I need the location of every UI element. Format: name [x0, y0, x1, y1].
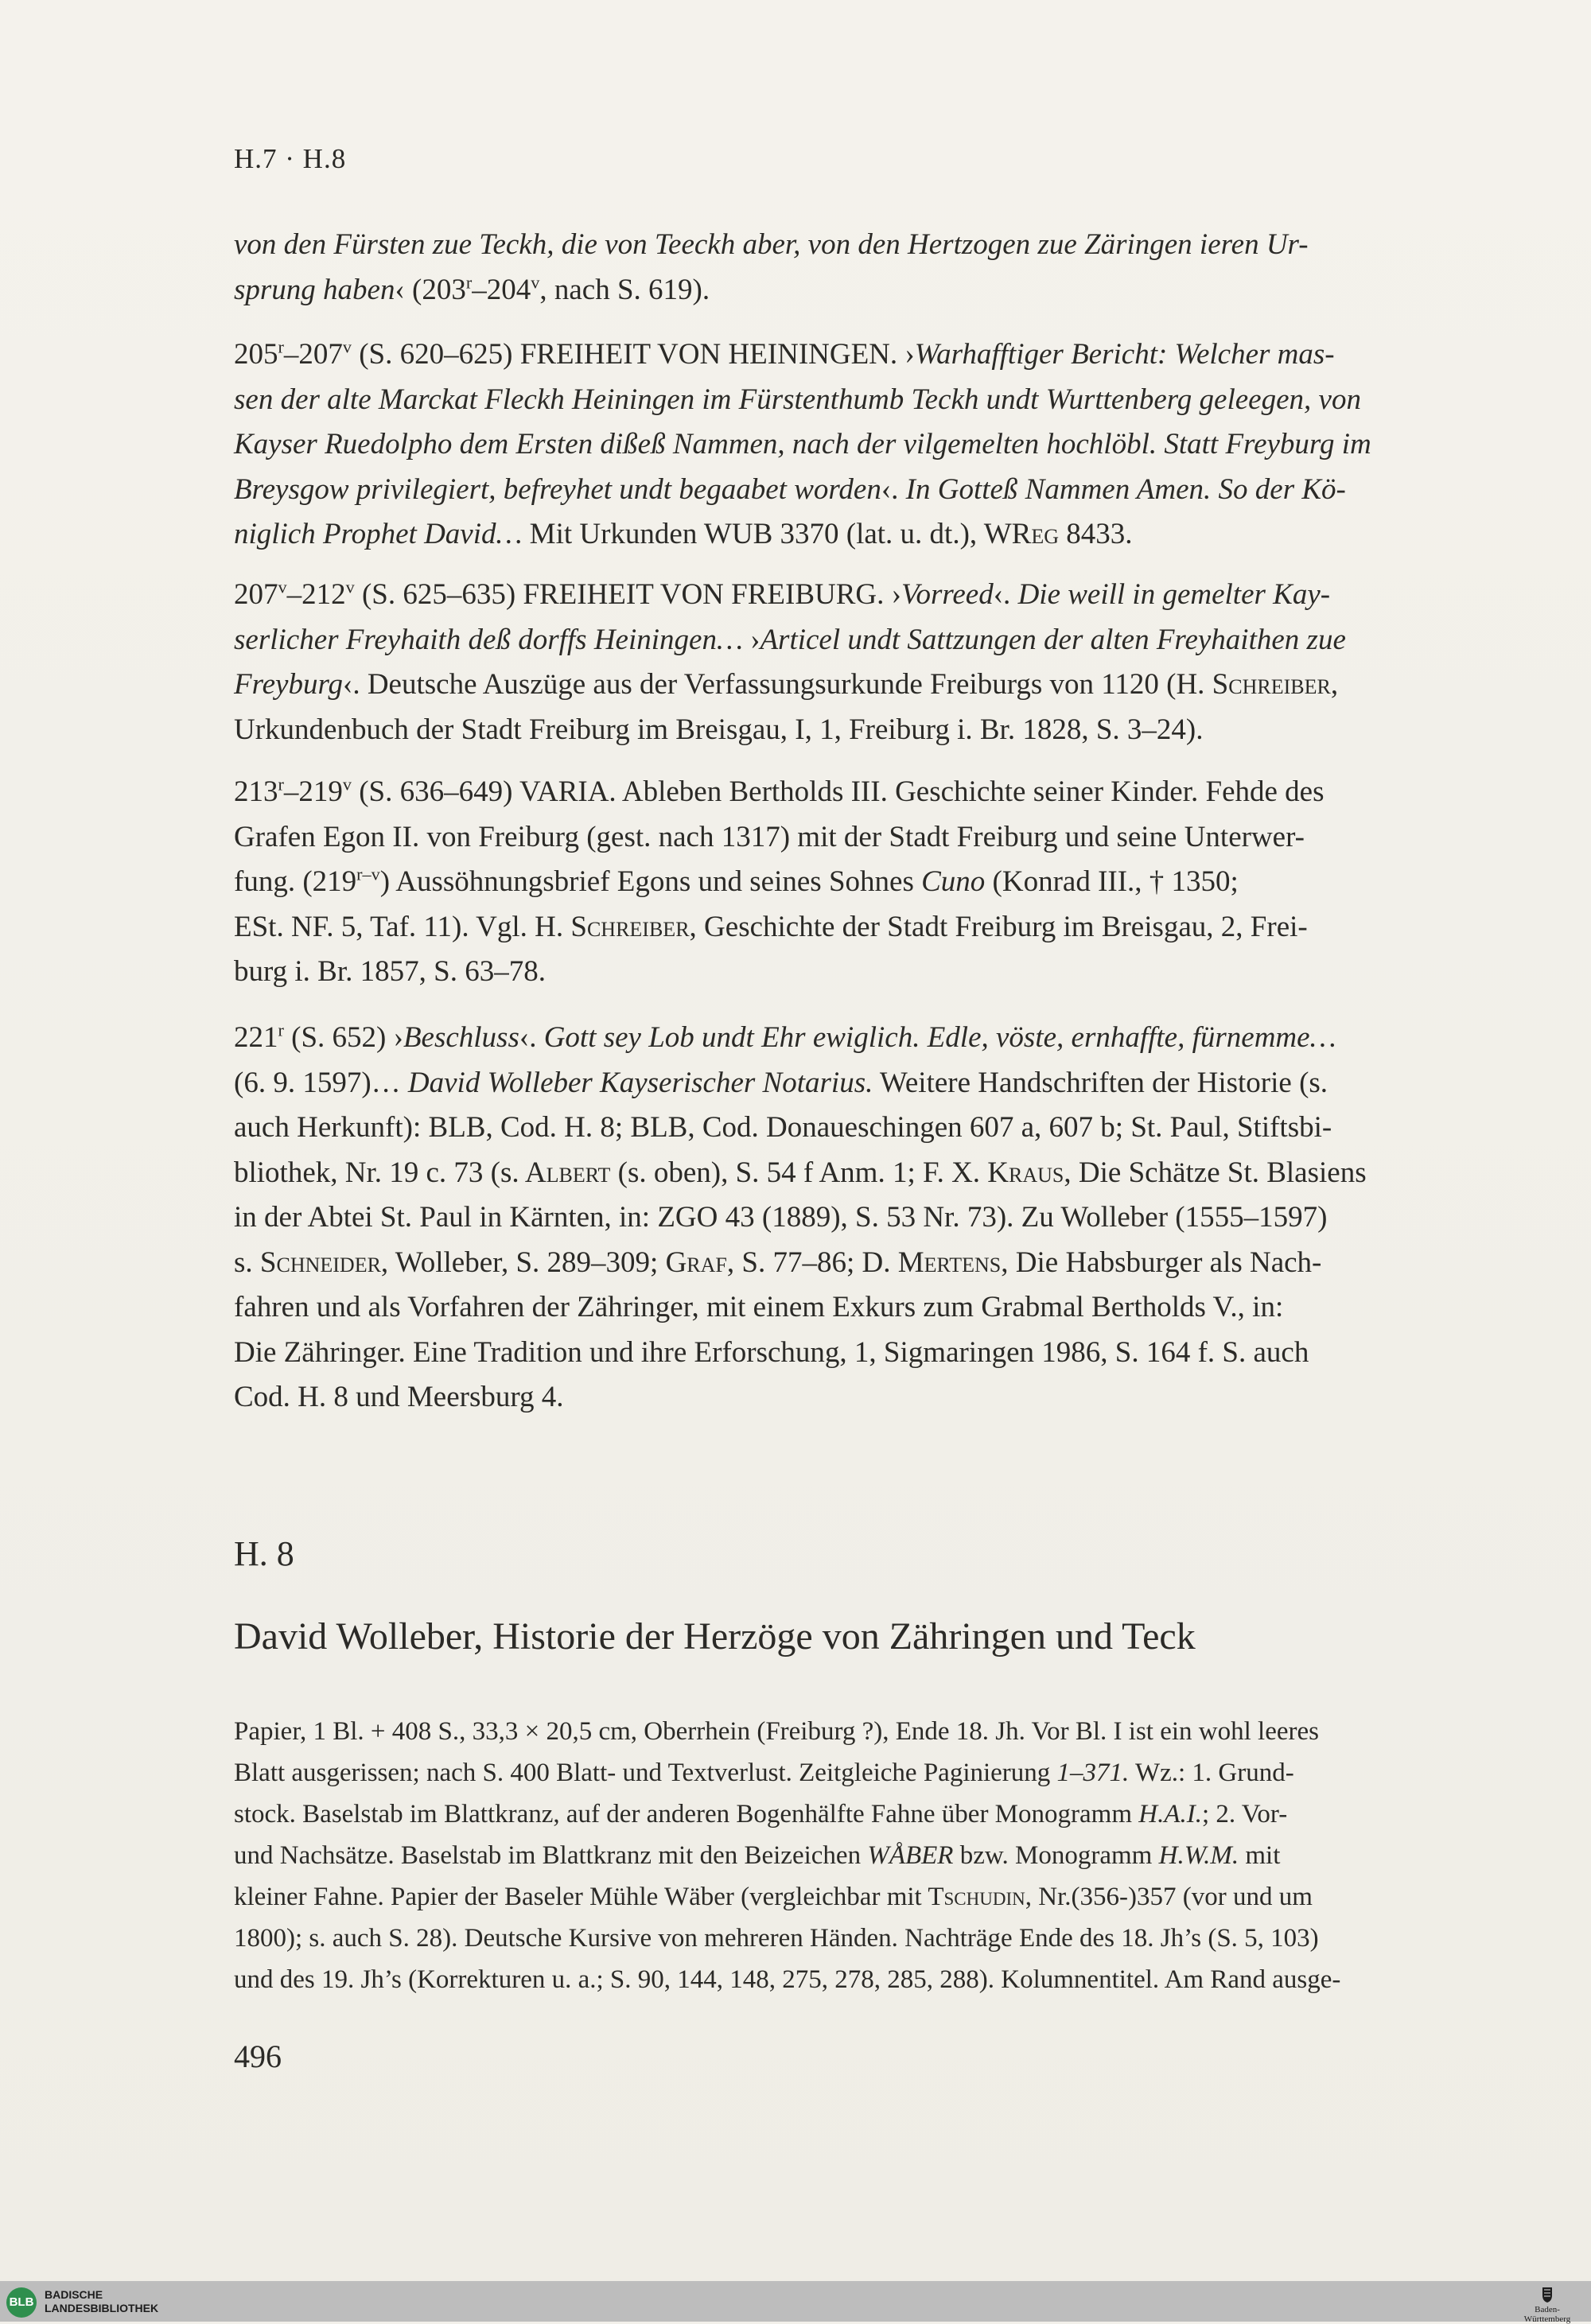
text-italic: Breysgow privilegiert, befreyhet undt begaabet worden [234, 472, 881, 506]
small-caps: chreiber [586, 910, 690, 943]
text: s. S [234, 1246, 277, 1279]
text: stock. Baselstab im Blattkranz, auf der anderen Bogenhälfte Fahne über Monogramm [234, 1800, 1139, 1828]
text-italic: WÅBER [867, 1841, 954, 1870]
text: ‹. [881, 472, 906, 506]
text: Wz.: 1. Grund- [1129, 1759, 1294, 1787]
text-italic: H.A.I. [1138, 1800, 1202, 1828]
superscript: r [278, 336, 284, 357]
superscript: r–v [356, 864, 380, 884]
text-italic: Gott sey Lob undt Ehr ewiglich. Edle, vöste, ernhaffte, fürnemme… [543, 1021, 1336, 1054]
superscript: v [342, 774, 352, 795]
text: , Die Schätze St. Blasiens [1064, 1156, 1367, 1189]
text: (S. 652) › [283, 1021, 403, 1054]
superscript: v [345, 577, 355, 597]
text: ‹. Deutsche Auszüge aus der Verfassungsurkunde Freiburgs von 1120 (H. S [343, 668, 1229, 701]
text: burg i. Br. 1857, S. 63–78. [234, 955, 546, 988]
text: fahren und als Vorfahren der Zähringer, mit einem Exkurs zum Grabmal Bertholds V., in: [234, 1291, 1284, 1323]
text: ‹ (203 [395, 273, 466, 306]
text: Urkundenbuch der Stadt Freiburg im Breisgau, I, 1, Freiburg i. Br. 1828, S. 3–24). [234, 713, 1204, 746]
crest-icon [1542, 2286, 1553, 2303]
text: in der Abtei St. Paul in Kärnten, in: ZGO 43 (1889), S. 53 Nr. 73). Zu Wolleber (1555–1597) [234, 1201, 1328, 1234]
text: , nach S. 619). [539, 273, 710, 306]
text: Papier, 1 Bl. + 408 S., 33,3 × 20,5 cm, Oberrhein (Freiburg ?), Ende 18. Jh. Vor Bl. I ist ein wohl leeres [234, 1717, 1319, 1746]
small-caps: ertens [924, 1246, 1002, 1279]
text: ) Aussöhnungsbrief Egons und seines Sohnes [379, 865, 922, 898]
small-caps: eg [1031, 518, 1060, 550]
library-name [45, 2288, 204, 2315]
library-name-line-2: LANDESBIBLIOTHEK [45, 2302, 159, 2314]
text: Grafen Egon II. von Freiburg (gest. nach 1317) mit der Stadt Freiburg und seine Unterwer- [234, 820, 1305, 853]
paragraph-4 [234, 770, 1459, 995]
text-italic: Vorreed [901, 578, 994, 611]
text: (6. 9. 1597)… [234, 1066, 408, 1099]
text: 221 [234, 1021, 278, 1054]
superscript: r [278, 1020, 284, 1040]
section-label: H. 8 [234, 1534, 294, 1573]
text: , S. 77–86; D. M [726, 1246, 924, 1279]
description-paragraph [234, 1711, 1459, 2000]
text: (S. 625–635) FREIHEIT VON FREIBURG. › [354, 578, 901, 611]
text: , [1330, 668, 1339, 701]
paragraph-2 [234, 332, 1459, 558]
text-italic: niglich Prophet David… [234, 518, 523, 550]
text: 207 [234, 578, 278, 611]
text: auch Herkunft): BLB, Cod. H. 8; BLB, Cod. Donaueschingen 607 a, 607 b; St. Paul, Stiftsbi- [234, 1111, 1332, 1144]
text: –219 [283, 775, 343, 808]
text-italic: Freyburg [234, 668, 343, 701]
section-title: David Wolleber, Historie der Herzöge von Zähringen und Teck [234, 1615, 1196, 1658]
blb-logo-icon[interactable]: BLB [6, 2287, 37, 2318]
text-italic: H.W.M. [1158, 1841, 1239, 1870]
text: (Konrad III., † 1350; [985, 865, 1239, 898]
text: , Die Habsburger als Nach- [1001, 1246, 1322, 1279]
small-caps: raus [1009, 1156, 1064, 1189]
footer-bar [0, 2281, 1591, 2322]
text: 205 [234, 338, 278, 371]
text: Mit Urkunden WUB 3370 (lat. u. dt.), WR [522, 518, 1032, 550]
text: (S. 620–625) FREIHEIT VON HEININGEN. › [351, 338, 915, 371]
superscript: v [531, 272, 540, 293]
superscript: r [278, 774, 284, 795]
page-number: 496 [234, 2038, 282, 2074]
text: (s. oben), S. 54 f Anm. 1; F. X. K [610, 1156, 1009, 1189]
text: mit [1239, 1841, 1281, 1870]
small-caps: raf [687, 1246, 727, 1279]
paragraph-5 [234, 1016, 1459, 1420]
text: Die Zähringer. Eine Tradition und ihre Erforschung, 1, Sigmaringen 1986, S. 164 f. S. auch [234, 1335, 1309, 1369]
state-crest[interactable] [1511, 2286, 1583, 2324]
superscript: r [465, 272, 473, 293]
text: –207 [283, 338, 343, 371]
text: 8433. [1059, 518, 1133, 550]
text: –212 [286, 578, 346, 611]
text-italic: Beschluss [403, 1021, 519, 1054]
text-italic: Cuno [921, 865, 986, 898]
text: –204 [472, 273, 531, 306]
state-label: Baden-Württemberg [1523, 2305, 1571, 2324]
text: ; 2. Vor- [1201, 1800, 1288, 1828]
text: bzw. Monogramm [953, 1841, 1159, 1870]
paragraph-1 [234, 223, 1459, 313]
text: fung. (219 [234, 865, 357, 898]
running-header: H.7 · H.8 [234, 143, 347, 174]
text: , Wolleber, S. 289–309; G [380, 1246, 687, 1279]
library-name-line-1: BADISCHE [45, 2288, 103, 2301]
text: Weitere Handschriften der Historie (s. [873, 1066, 1328, 1099]
text: Blatt ausgerissen; nach S. 400 Blatt- und Textverlust. Zeitgleiche Paginierung [234, 1759, 1057, 1787]
text: und des 19. Jh’s (Korrekturen u. a.; S. 90, 144, 148, 275, 278, 285, 288). Kolumnentitel. Am Rand ausge- [234, 1965, 1341, 1994]
text: › [742, 623, 760, 656]
small-caps: schudin [943, 1883, 1025, 1911]
superscript: v [278, 577, 287, 597]
text: ‹. [993, 578, 1018, 611]
text-italic: Kayser Ruedolpho dem Ersten dißeß Nammen, nach der vilgemelten hochlöbl. Statt Freyburg im [234, 428, 1371, 461]
text: 1800); s. auch S. 28). Deutsche Kursive von mehreren Händen. Nachträge Ende des 18. Jh’s (S. 5, 103) [234, 1924, 1319, 1953]
text: 213 [234, 775, 278, 808]
text-italic: Warhafftiger Bericht: Welcher mas- [914, 338, 1335, 371]
text: bliothek, Nr. 19 c. 73 (s. A [234, 1156, 547, 1189]
small-caps: chreiber [1228, 668, 1331, 701]
text: Cod. H. 8 und Meersburg 4. [234, 1381, 564, 1413]
text-italic: sprung haben [234, 273, 395, 306]
text-italic: Die weill in gemelter Kay- [1017, 578, 1331, 611]
text-italic: serlicher Freyhaith deß dorffs Heiningen… [234, 623, 743, 656]
paragraph-3 [234, 573, 1459, 752]
superscript: v [342, 336, 352, 357]
text: kleiner Fahne. Papier der Baseler Mühle Wäber (vergleichbar mit T [234, 1883, 944, 1911]
text: (S. 636–649) VARIA. Ableben Bertholds III. Geschichte seiner Kinder. Fehde des [351, 775, 1325, 808]
text: und Nachsätze. Baselstab im Blattkranz mit den Beizeichen [234, 1841, 868, 1870]
text-italic: Articel undt Sattzungen der alten Freyhaithen zue [760, 623, 1346, 656]
text: ESt. NF. 5, Taf. 11). Vgl. H. S [234, 910, 587, 943]
text-italic: David Wolleber Kayserischer Notarius. [407, 1066, 873, 1099]
small-caps: chneider [276, 1246, 381, 1279]
text: ‹. [519, 1021, 544, 1054]
text: , Geschichte der Stadt Freiburg im Breisgau, 2, Frei- [689, 910, 1308, 943]
text-italic: In Gotteß Nammen Amen. So der Kö- [905, 472, 1346, 506]
text: , Nr.(356-)357 (vor und um [1025, 1883, 1313, 1911]
text-italic: von den Fürsten zue Teckh, die von Teeckh aber, von den Hertzogen zue Zäringen ieren Ur- [234, 228, 1309, 261]
text-italic: sen der alte Marckat Fleckh Heiningen im Fürstenthumb Teckh undt Wurttenberg geleegen, von [234, 383, 1361, 416]
text-italic: 1–371. [1056, 1759, 1130, 1787]
small-caps: lbert [546, 1156, 611, 1189]
